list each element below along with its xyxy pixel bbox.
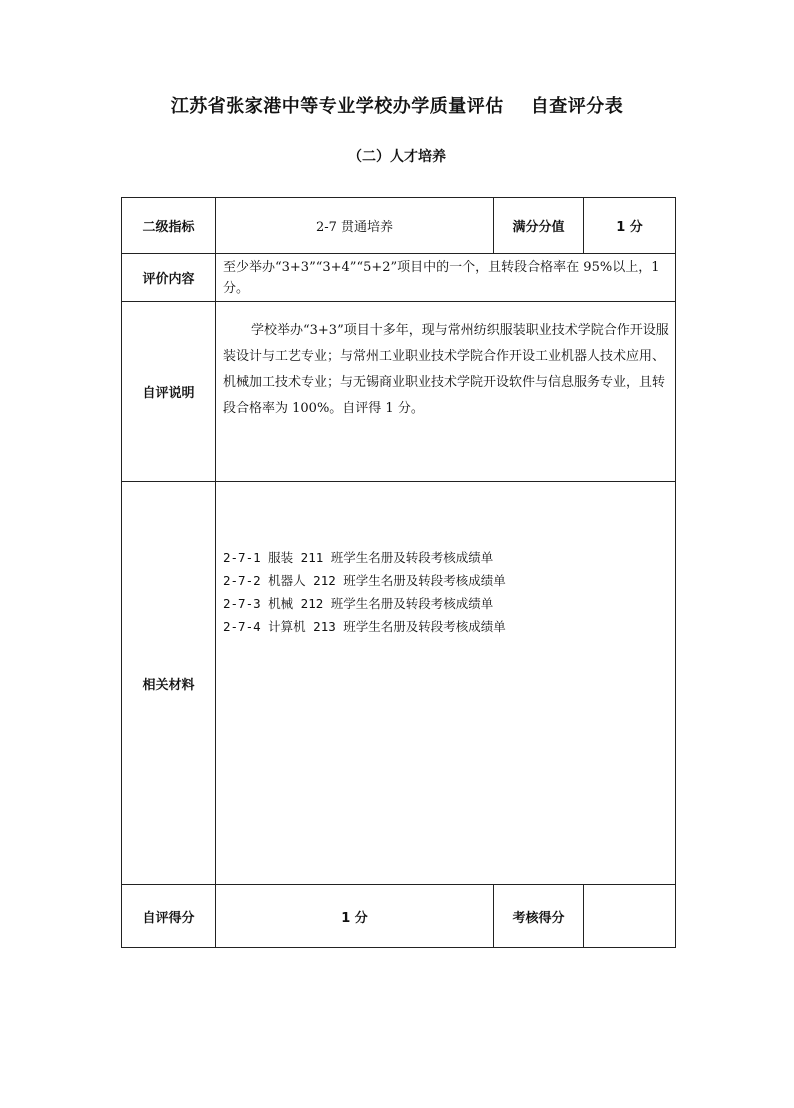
document-title: 江苏省张家港中等专业学校办学质量评估 自查评分表 — [170, 96, 624, 117]
self-evaluation-value: 学校举办“3+3”项目十多年，现与常州纺织服装职业技术学院合作开设服装设计与工艺专业；与常州工业职业技术学院合作开设工业机器人技术应用、机械加工技术专业；与无锡商业职业技术学院开设软件与信息服务专业，且转段合格率为 100%。自评得 1 分。 — [216, 302, 676, 482]
material-item: 2-7-3 机械 212 班学生名册及转段考核成绩单 — [223, 596, 494, 611]
assessment-score-value — [584, 885, 676, 948]
secondary-indicator-value: 2-7 贯通培养 — [216, 198, 494, 254]
section-subtitle: （二）人才培养 — [348, 149, 446, 165]
secondary-indicator-label: 二级指标 — [122, 198, 216, 254]
material-item: 2-7-4 计算机 213 班学生名册及转段考核成绩单 — [223, 619, 506, 634]
evaluation-content-label: 评价内容 — [122, 254, 216, 302]
full-score-value: 1 分 — [584, 198, 676, 254]
material-item: 2-7-2 机器人 212 班学生名册及转段考核成绩单 — [223, 573, 506, 588]
self-evaluation-label: 自评说明 — [122, 302, 216, 482]
related-materials-list — [216, 482, 676, 885]
related-materials-label: 相关材料 — [122, 482, 216, 885]
assessment-score-label: 考核得分 — [494, 885, 584, 948]
related-materials-row — [122, 482, 676, 885]
self-evaluation-form-table — [121, 197, 676, 948]
secondary-indicator-row — [122, 198, 676, 254]
self-evaluation-row — [122, 302, 676, 482]
full-score-label: 满分分值 — [494, 198, 584, 254]
evaluation-content-value: 至少举办“3+3”“3+4”“5+2”项目中的一个，且转段合格率在 95%以上，1 分。 — [216, 254, 676, 302]
self-score-label: 自评得分 — [122, 885, 216, 948]
evaluation-content-row — [122, 254, 676, 302]
material-item: 2-7-1 服装 211 班学生名册及转段考核成绩单 — [223, 550, 494, 565]
self-score-value: 1 分 — [216, 885, 494, 948]
score-row — [122, 885, 676, 948]
